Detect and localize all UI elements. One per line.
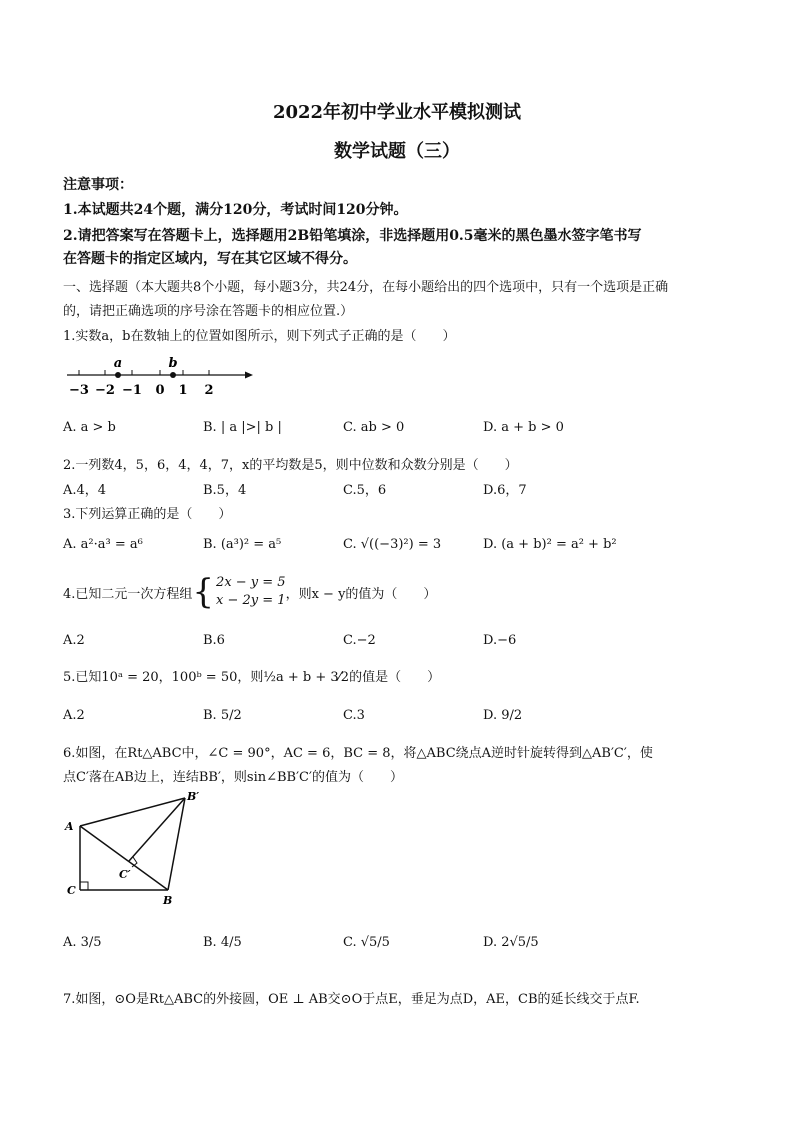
vertex-c-prime-label: C′ bbox=[119, 868, 131, 881]
question-5-expression: ½a + b + 3⁄2 bbox=[263, 670, 350, 685]
notice-item-2-line-1: 2.请把答案写在答题卡上，选择题用2B铅笔填涂，非选择题用0.5毫米的黑色墨水签字笔书写 bbox=[63, 228, 642, 244]
question-2-option-c[interactable]: C.5，6 bbox=[343, 483, 387, 498]
point-b-label: b bbox=[168, 356, 178, 371]
question-5-suffix: 的值是（ ） bbox=[349, 670, 441, 685]
vertex-a-label: A bbox=[65, 820, 74, 833]
question-3-option-a[interactable]: A. a²·a³ = a⁶ bbox=[63, 537, 143, 552]
question-5-option-d[interactable]: D. 9/2 bbox=[483, 708, 523, 723]
question-5-option-a[interactable]: A.2 bbox=[63, 708, 85, 723]
axis-tick-label: 1 bbox=[178, 383, 188, 398]
question-1-stem: 1.实数a，b在数轴上的位置如图所示，则下列式子正确的是（ ） bbox=[63, 329, 456, 344]
question-1-option-b[interactable]: B. | a |>| b | bbox=[203, 420, 282, 435]
question-5-prefix: 5.已知10ᵃ = 20，100ᵇ = 50，则 bbox=[63, 670, 264, 685]
question-3-stem: 3.下列运算正确的是（ ） bbox=[63, 507, 232, 522]
question-2-option-b[interactable]: B.5，4 bbox=[203, 483, 247, 498]
section-1-instructions-line-2: 的，请把正确选项的序号涂在答题卡的相应位置.） bbox=[63, 304, 354, 319]
question-2-stem: 2.一列数4，5，6，4，4，7，x的平均数是5，则中位数和众数分别是（ ） bbox=[63, 458, 518, 473]
question-4-option-a[interactable]: A.2 bbox=[63, 633, 85, 648]
vertex-b-prime-label: B′ bbox=[187, 790, 200, 803]
axis-tick-label: −1 bbox=[122, 383, 142, 398]
axis-tick-label: −3 bbox=[69, 383, 89, 398]
question-4-option-d[interactable]: D.−6 bbox=[483, 633, 517, 648]
triangle-rotation-figure bbox=[63, 786, 223, 908]
brace-glyph: { bbox=[192, 572, 215, 612]
question-5-option-c[interactable]: C.3 bbox=[343, 708, 365, 723]
question-6-option-b[interactable]: B. 4/5 bbox=[203, 935, 242, 950]
question-3-option-c[interactable]: C. √((−3)²) = 3 bbox=[343, 537, 442, 552]
equation-2: x − 2y = 1 bbox=[216, 593, 286, 608]
question-2-option-a[interactable]: A.4，4 bbox=[63, 483, 107, 498]
equation-system bbox=[192, 574, 285, 610]
point-a-label: a bbox=[113, 356, 123, 371]
question-5-stem bbox=[63, 666, 440, 685]
question-6-option-c[interactable]: C. √5/5 bbox=[343, 935, 390, 950]
question-4-stem bbox=[63, 574, 436, 610]
question-4-suffix: ，则x − y的值为（ ） bbox=[285, 586, 437, 602]
axis-tick-label: 0 bbox=[155, 383, 165, 398]
question-1-option-c[interactable]: C. ab > 0 bbox=[343, 420, 405, 435]
exam-title: 2022年初中学业水平模拟测试 bbox=[272, 102, 522, 123]
question-7-stem: 7.如图，⊙O是Rt△ABC的外接圆，OE ⊥ AB交⊙O于点E，垂足为点D，AE，CB的延长线交于点F. bbox=[63, 992, 640, 1007]
question-6-line-1: 6.如图，在Rt△ABC中，∠C = 90°，AC = 6，BC = 8，将△ABC绕点A逆时针旋转得到△AB′C′，使 bbox=[63, 746, 653, 761]
question-4-prefix: 4.已知二元一次方程组 bbox=[63, 586, 193, 602]
question-3-option-d[interactable]: D. (a + b)² = a² + b² bbox=[483, 537, 617, 552]
vertex-b-label: B bbox=[163, 894, 173, 907]
axis-tick-label: −2 bbox=[95, 383, 115, 398]
axis-tick-label: 2 bbox=[204, 383, 214, 398]
notice-heading: 注意事项： bbox=[63, 177, 133, 193]
section-1-instructions-line-1: 一、选择题（本大题共8个小题，每小题3分，共24分，在每小题给出的四个选项中，只有一个选项是正确 bbox=[63, 280, 669, 295]
question-4-option-b[interactable]: B.6 bbox=[203, 633, 225, 648]
question-1-option-a[interactable]: A. a > b bbox=[63, 420, 116, 435]
question-6-option-d[interactable]: D. 2√5/5 bbox=[483, 935, 539, 950]
vertex-c-label: C bbox=[67, 884, 76, 897]
question-6-option-a[interactable]: A. 3/5 bbox=[63, 935, 102, 950]
question-6-line-2: 点C′落在AB边上，连结BB′，则sin∠BB′C′的值为（ ） bbox=[63, 770, 403, 785]
notice-item-2-line-2: 在答题卡的指定区域内，写在其它区域不得分。 bbox=[63, 251, 357, 267]
number-line-figure bbox=[63, 352, 263, 400]
equation-1: 2x − y = 5 bbox=[216, 575, 286, 590]
exam-subtitle: 数学试题（三） bbox=[334, 141, 460, 162]
question-4-option-c[interactable]: C.−2 bbox=[343, 633, 376, 648]
question-2-option-d[interactable]: D.6，7 bbox=[483, 483, 527, 498]
question-3-option-b[interactable]: B. (a³)² = a⁵ bbox=[203, 537, 282, 552]
question-5-option-b[interactable]: B. 5/2 bbox=[203, 708, 242, 723]
question-1-option-d[interactable]: D. a + b > 0 bbox=[483, 420, 564, 435]
notice-item-1: 1.本试题共24个题，满分120分，考试时间120分钟。 bbox=[63, 202, 408, 218]
